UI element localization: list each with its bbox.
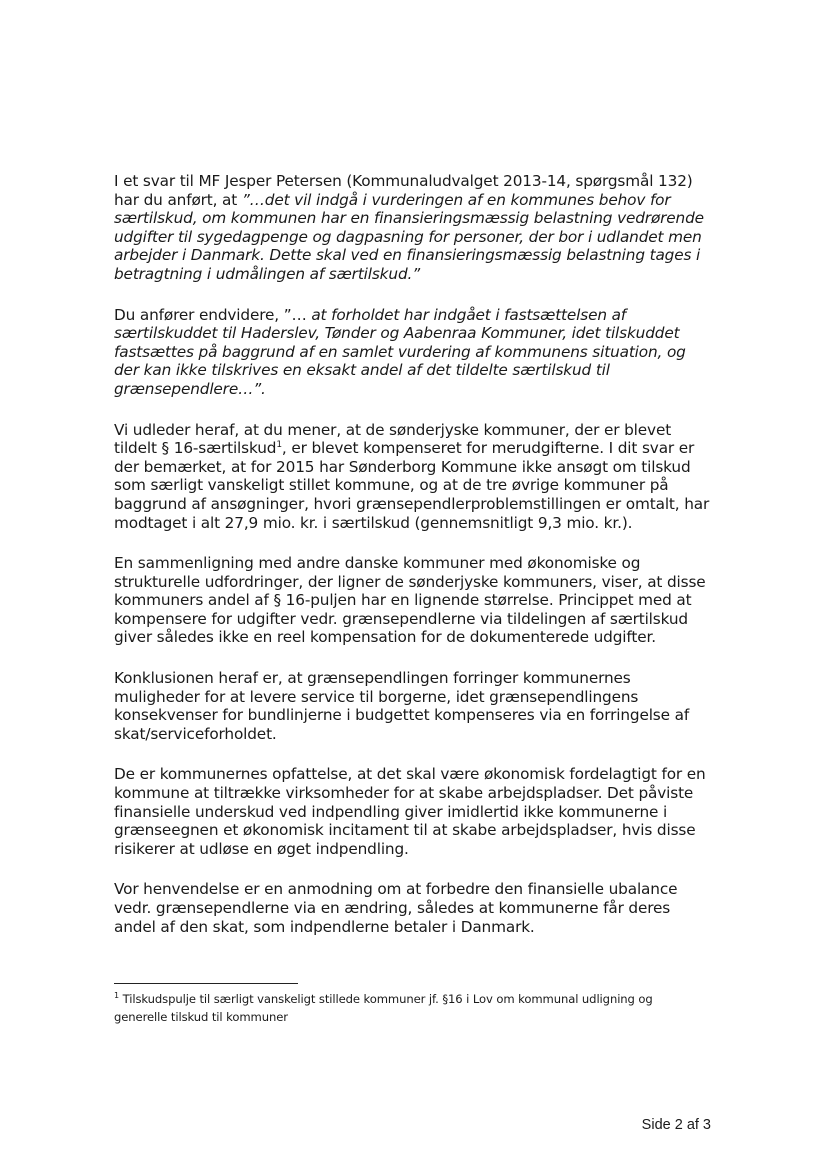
text-line: Vor henvendelse er en anmodning om at forbedre den finansielle ubalance xyxy=(114,880,678,899)
text-span: , er blevet kompenseret for merudgifterne. I dit svar er xyxy=(281,439,695,458)
quote-span: ”…det vil indgå i vurderingen af en kommunes behov for xyxy=(241,190,671,209)
text-line: baggrund af ansøgninger, hvori grænsependlerproblemstillingen er omtalt, har xyxy=(114,494,710,513)
text-line xyxy=(114,439,714,458)
quote-line: der kan ikke tilskrives en eksakt andel af det tildelte særtilskud til xyxy=(114,361,610,380)
text-span: har du anført, at xyxy=(114,190,242,209)
footnote-line xyxy=(114,990,714,1008)
letter-body xyxy=(114,172,714,958)
text-line: der bemærket, at for 2015 har Sønderborg Kommune ikke ansøgt om tilskud xyxy=(114,457,691,476)
text-span: tildelt § 16-særtilskud xyxy=(114,439,277,458)
paragraph-quote-jesper-petersen xyxy=(114,172,714,284)
text-line: Vi udleder heraf, at du mener, at de sønderjyske kommuner, der er blevet xyxy=(114,420,672,439)
text-line: kompensere for udgifter vedr. grænsependlerne via tildelingen af særtilskud xyxy=(114,609,688,628)
quote-line: grænsependlere…”. xyxy=(114,379,266,398)
text-line: giver således ikke en reel kompensation for de dokumenterede udgifter. xyxy=(114,628,656,647)
text-line: som særligt vanskeligt stillet kommune, og at de tre øvrige kommuner på xyxy=(114,476,669,495)
paragraph-quote-tilskud xyxy=(114,306,714,399)
quote-line: betragtning i udmålingen af særtilskud.” xyxy=(114,264,420,283)
text-line: risikerer at udløse en øget indpendling. xyxy=(114,839,409,858)
text-line: kommune at tiltrække virksomheder for at skabe arbejdspladser. Det påviste xyxy=(114,784,694,803)
paragraph-henvendelse xyxy=(114,880,714,936)
quote-line: udgifter til sygedagpenge og dagpasning for personer, der bor i udlandet men xyxy=(114,227,702,246)
footnote-line: generelle tilskud til kommuner xyxy=(114,1010,288,1024)
text-line: finansielle underskud ved indpendling giver imidlertid ikke kommunerne i xyxy=(114,802,668,821)
paragraph-opfattelse xyxy=(114,765,714,858)
quote-line: fastsættes på baggrund af en samlet vurdering af kommunens situation, og xyxy=(114,342,686,361)
text-line: I et svar til MF Jesper Petersen (Kommunaludvalget 2013-14, spørgsmål 132) xyxy=(114,172,693,190)
footnote-separator xyxy=(114,983,298,984)
quote-span: at forholdet har indgået i fastsættelsen af xyxy=(311,305,627,324)
quote-line: særtilskud, om kommunen har en finansieringsmæssig belastning vedrørende xyxy=(114,209,704,228)
text-line: strukturelle udfordringer, der ligner de sønderjyske kommuners, viser, at disse xyxy=(114,572,706,591)
quote-line: særtilskuddet til Haderslev, Tønder og Aabenraa Kommuner, idet tilskuddet xyxy=(114,324,680,343)
paragraph-sammenligning xyxy=(114,554,714,647)
footnote xyxy=(114,990,714,1026)
text-line: konsekvenser for bundlinjerne i budgettet kompenseres via en forringelse af xyxy=(114,706,690,725)
text-line xyxy=(114,306,714,325)
page-number: Side 2 af 3 xyxy=(641,1117,711,1133)
text-line: muligheder for at levere service til borgerne, idet grænsependlingens xyxy=(114,687,639,706)
text-line: grænseegnen et økonomisk incitament til at skabe arbejdspladser, hvis disse xyxy=(114,821,696,840)
paragraph-saertilskud xyxy=(114,421,714,533)
text-span: Du anfører endvidere, ”… xyxy=(114,305,312,324)
text-line: vedr. grænsependlerne via en ændring, således at kommunerne får deres xyxy=(114,899,671,917)
text-line: andel af den skat, som indpendlerne betaler i Danmark. xyxy=(114,917,535,936)
footnote-reference: 1 xyxy=(276,440,282,451)
text-line: En sammenligning med andre danske kommuner med økonomiske og xyxy=(114,554,641,573)
text-line: skat/serviceforholdet. xyxy=(114,724,277,743)
text-line: De er kommunernes opfattelse, at det skal være økonomisk fordelagtigt for en xyxy=(114,765,706,784)
quote-line: arbejder i Danmark. Dette skal ved en finansieringsmæssig belastning tages i xyxy=(114,246,701,265)
text-line: modtaget i alt 27,9 mio. kr. i særtilskud (gennemsnitligt 9,3 mio. kr.). xyxy=(114,513,633,532)
text-line xyxy=(114,191,714,210)
text-line: Konklusionen heraf er, at grænsependlingen forringer kommunernes xyxy=(114,669,631,688)
footnote-marker: 1 xyxy=(114,991,119,1001)
paragraph-konklusion xyxy=(114,669,714,743)
text-line: kommuners andel af § 16-puljen har en lignende størrelse. Princippet med at xyxy=(114,591,692,610)
footnote-text: Tilskudspulje til særligt vanskeligt stillede kommuner jf. §16 i Lov om kommunal udligning og xyxy=(119,992,653,1006)
